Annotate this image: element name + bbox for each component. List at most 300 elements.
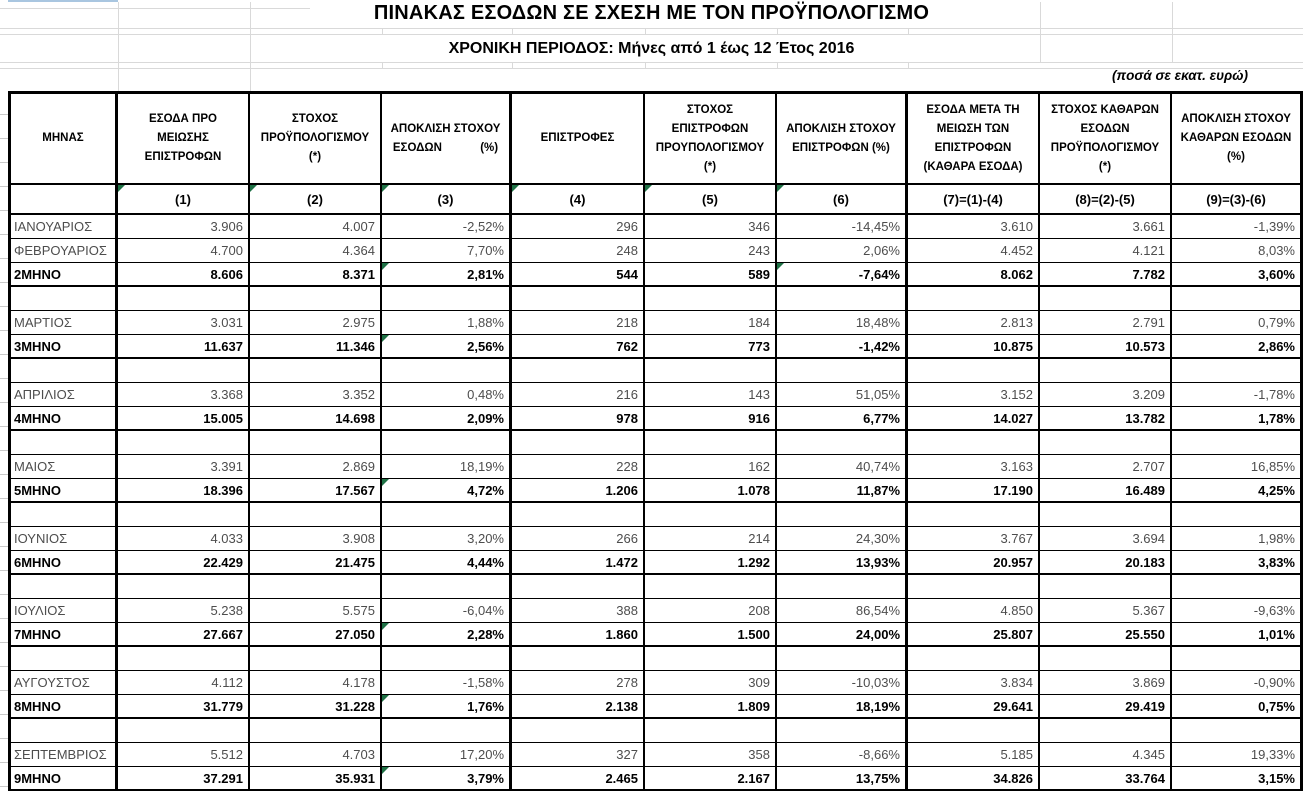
value-cell[interactable]: 2,86%: [1172, 335, 1300, 359]
value-cell[interactable]: 4.700: [118, 239, 250, 263]
month-label-cell[interactable]: ΦΕΒΡΟΥΑΡΙΟΣ: [11, 239, 118, 263]
value-cell[interactable]: 248: [512, 239, 645, 263]
cell-flag-icon: [382, 185, 389, 192]
value-cell[interactable]: 13,93%: [777, 551, 908, 575]
empty-cell[interactable]: [1172, 719, 1300, 743]
month-label-cell[interactable]: ΜΑΙΟΣ: [11, 455, 118, 479]
value-cell[interactable]: 3.031: [118, 311, 250, 335]
revenue-table: [8, 91, 1303, 791]
value-cell[interactable]: 2.465: [512, 767, 645, 791]
month-label-cell[interactable]: 8ΜΗΝΟ: [11, 695, 118, 719]
value-cell[interactable]: 3.152: [908, 383, 1040, 407]
gridline: [512, 28, 513, 34]
value-cell[interactable]: 51,05%: [777, 383, 908, 407]
value-cell[interactable]: 4.452: [908, 239, 1040, 263]
value-cell[interactable]: 2.975: [250, 311, 382, 335]
empty-cell[interactable]: [777, 287, 908, 311]
value-cell[interactable]: 25.807: [908, 623, 1040, 647]
empty-cell[interactable]: [512, 359, 645, 383]
month-label-cell[interactable]: ΙΑΝΟΥΑΡΙΟΣ: [11, 215, 118, 239]
empty-cell[interactable]: [645, 503, 777, 527]
empty-cell[interactable]: [382, 503, 512, 527]
sum-row: [11, 623, 1300, 647]
value-cell[interactable]: 978: [512, 407, 645, 431]
empty-cell[interactable]: [118, 359, 250, 383]
value-cell[interactable]: -1,42%: [777, 335, 908, 359]
value-cell[interactable]: 2.138: [512, 695, 645, 719]
value-cell[interactable]: 22.429: [118, 551, 250, 575]
value-cell[interactable]: 358: [645, 743, 777, 767]
value-cell[interactable]: 0,48%: [382, 383, 512, 407]
value-cell[interactable]: 762: [512, 335, 645, 359]
sum-row: [11, 407, 1300, 431]
value-cell[interactable]: 3.834: [908, 671, 1040, 695]
empty-cell[interactable]: [118, 575, 250, 599]
value-cell[interactable]: 27.050: [250, 623, 382, 647]
value-cell[interactable]: 4,44%: [382, 551, 512, 575]
sum-row: [11, 263, 1300, 287]
empty-cell[interactable]: [11, 575, 118, 599]
value-cell[interactable]: 3,60%: [1172, 263, 1300, 287]
value-cell[interactable]: 8,03%: [1172, 239, 1300, 263]
value-cell[interactable]: 18,19%: [777, 695, 908, 719]
month-label-cell[interactable]: 6ΜΗΝΟ: [11, 551, 118, 575]
cell-flag-icon: [382, 263, 389, 270]
value-cell[interactable]: 5.238: [118, 599, 250, 623]
empty-cell[interactable]: [1040, 575, 1172, 599]
empty-cell[interactable]: [908, 575, 1040, 599]
value-cell[interactable]: -9,63%: [1172, 599, 1300, 623]
empty-cell[interactable]: [1040, 647, 1172, 671]
empty-cell[interactable]: [250, 719, 382, 743]
month-label-cell[interactable]: 2ΜΗΝΟ: [11, 263, 118, 287]
value-cell[interactable]: 3,15%: [1172, 767, 1300, 791]
empty-row: [11, 431, 1300, 455]
gridline: [645, 62, 646, 68]
cell-flag-icon: [382, 623, 389, 630]
value-cell[interactable]: 4.112: [118, 671, 250, 695]
empty-cell[interactable]: [1172, 647, 1300, 671]
value-cell[interactable]: 13.782: [1040, 407, 1172, 431]
value-cell[interactable]: 296: [512, 215, 645, 239]
value-cell[interactable]: -8,66%: [777, 743, 908, 767]
value-cell[interactable]: 1,78%: [1172, 407, 1300, 431]
empty-cell[interactable]: [777, 575, 908, 599]
gridline: [645, 28, 646, 34]
empty-cell[interactable]: [777, 503, 908, 527]
cell-flag-icon: [382, 479, 389, 486]
empty-row: [11, 647, 1300, 671]
cell-flag-icon: [777, 263, 784, 270]
value-cell[interactable]: 31.228: [250, 695, 382, 719]
value-cell[interactable]: 24,30%: [777, 527, 908, 551]
formula-cell[interactable]: (7)=(1)-(4): [908, 185, 1040, 215]
formula-cell[interactable]: (4): [512, 185, 645, 215]
formula-cell-blank[interactable]: [11, 185, 118, 215]
cell-flag-icon: [382, 695, 389, 702]
empty-cell[interactable]: [382, 575, 512, 599]
empty-cell[interactable]: [250, 575, 382, 599]
value-cell[interactable]: 2,56%: [382, 335, 512, 359]
empty-cell[interactable]: [777, 719, 908, 743]
empty-cell[interactable]: [1040, 503, 1172, 527]
value-cell[interactable]: -7,64%: [777, 263, 908, 287]
col-header-month[interactable]: ΜΗΝΑΣ: [11, 94, 118, 185]
value-cell[interactable]: 162: [645, 455, 777, 479]
value-cell[interactable]: 1,76%: [382, 695, 512, 719]
empty-cell[interactable]: [908, 503, 1040, 527]
value-cell[interactable]: 1.809: [645, 695, 777, 719]
value-cell[interactable]: 29.641: [908, 695, 1040, 719]
value-cell[interactable]: 327: [512, 743, 645, 767]
value-cell[interactable]: -0,90%: [1172, 671, 1300, 695]
formula-cell[interactable]: (8)=(2)-(5): [1040, 185, 1172, 215]
col-header[interactable]: ΣΤΟΧΟΣ ΚΑΘΑΡΩΝ ΕΣΟΔΩΝ ΠΡΟΫΠΟΛΟΓΙΣΜΟΥ (*): [1040, 94, 1172, 185]
value-cell[interactable]: 27.667: [118, 623, 250, 647]
value-cell[interactable]: 8.606: [118, 263, 250, 287]
empty-cell[interactable]: [645, 287, 777, 311]
month-label-cell[interactable]: ΑΥΓΟΥΣΤΟΣ: [11, 671, 118, 695]
empty-row: [11, 575, 1300, 599]
value-cell[interactable]: -1,39%: [1172, 215, 1300, 239]
value-cell[interactable]: 14.698: [250, 407, 382, 431]
value-cell[interactable]: 3.391: [118, 455, 250, 479]
empty-cell[interactable]: [512, 431, 645, 455]
value-cell[interactable]: 8.371: [250, 263, 382, 287]
col-header[interactable]: ΕΣΟΔΑ ΠΡΟ ΜΕΙΩΣΗΣ ΕΠΙΣΤΡΟΦΩΝ: [118, 94, 250, 185]
empty-cell[interactable]: [382, 287, 512, 311]
month-label-cell[interactable]: ΜΑΡΤΙΟΣ: [11, 311, 118, 335]
value-cell[interactable]: 228: [512, 455, 645, 479]
value-cell[interactable]: 3.767: [908, 527, 1040, 551]
value-cell[interactable]: 7,70%: [382, 239, 512, 263]
value-cell[interactable]: 4.850: [908, 599, 1040, 623]
value-cell[interactable]: 4,72%: [382, 479, 512, 503]
month-row: [11, 239, 1300, 263]
value-cell[interactable]: 0,75%: [1172, 695, 1300, 719]
month-row: [11, 599, 1300, 623]
value-cell[interactable]: 2,09%: [382, 407, 512, 431]
empty-cell[interactable]: [645, 647, 777, 671]
value-cell[interactable]: 1.206: [512, 479, 645, 503]
value-cell[interactable]: 20.957: [908, 551, 1040, 575]
value-cell[interactable]: 3.906: [118, 215, 250, 239]
empty-cell[interactable]: [1040, 719, 1172, 743]
empty-cell[interactable]: [250, 287, 382, 311]
empty-cell[interactable]: [1040, 359, 1172, 383]
gridline: [0, 28, 1303, 29]
value-cell[interactable]: 86,54%: [777, 599, 908, 623]
value-cell[interactable]: 3.209: [1040, 383, 1172, 407]
empty-cell[interactable]: [908, 719, 1040, 743]
value-cell[interactable]: 4.121: [1040, 239, 1172, 263]
formula-cell[interactable]: (2): [250, 185, 382, 215]
value-cell[interactable]: 11,87%: [777, 479, 908, 503]
empty-cell[interactable]: [777, 431, 908, 455]
col-header[interactable]: ΑΠΟΚΛΙΣΗ ΣΤΟΧΟΥ ΕΣΟΔΩΝ (%): [382, 94, 512, 185]
empty-cell[interactable]: [777, 359, 908, 383]
value-cell[interactable]: 6,77%: [777, 407, 908, 431]
empty-cell[interactable]: [118, 287, 250, 311]
value-cell[interactable]: 1.078: [645, 479, 777, 503]
value-cell[interactable]: 3.610: [908, 215, 1040, 239]
gridline: [382, 62, 383, 68]
value-cell[interactable]: 388: [512, 599, 645, 623]
empty-cell[interactable]: [645, 359, 777, 383]
value-cell[interactable]: 3,79%: [382, 767, 512, 791]
empty-cell[interactable]: [1172, 431, 1300, 455]
month-label-cell[interactable]: ΣΕΠΤΕΜΒΡΙΟΣ: [11, 743, 118, 767]
empty-cell[interactable]: [1172, 287, 1300, 311]
empty-cell[interactable]: [908, 431, 1040, 455]
formula-cell[interactable]: (5): [645, 185, 777, 215]
formula-cell[interactable]: (9)=(3)-(6): [1172, 185, 1300, 215]
value-cell[interactable]: 208: [645, 599, 777, 623]
empty-cell[interactable]: [382, 359, 512, 383]
value-cell[interactable]: 13,75%: [777, 767, 908, 791]
value-cell[interactable]: 25.550: [1040, 623, 1172, 647]
value-cell[interactable]: 589: [645, 263, 777, 287]
empty-cell[interactable]: [512, 503, 645, 527]
empty-cell[interactable]: [11, 647, 118, 671]
col-header[interactable]: ΣΤΟΧΟΣ ΠΡΟΫΠΟΛΟΓΙΣΜΟΥ (*): [250, 94, 382, 185]
empty-cell[interactable]: [645, 431, 777, 455]
empty-cell[interactable]: [512, 719, 645, 743]
value-cell[interactable]: -1,58%: [382, 671, 512, 695]
value-cell[interactable]: 14.027: [908, 407, 1040, 431]
gridline: [0, 68, 1303, 69]
sum-row: [11, 767, 1300, 791]
value-cell[interactable]: 35.931: [250, 767, 382, 791]
value-cell[interactable]: 1,88%: [382, 311, 512, 335]
value-cell[interactable]: 40,74%: [777, 455, 908, 479]
value-cell[interactable]: -10,03%: [777, 671, 908, 695]
month-label-cell[interactable]: ΙΟΥΛΙΟΣ: [11, 599, 118, 623]
empty-cell[interactable]: [250, 431, 382, 455]
value-cell[interactable]: 4.364: [250, 239, 382, 263]
value-cell[interactable]: 2.869: [250, 455, 382, 479]
month-label-cell[interactable]: ΑΠΡΙΛΙΟΣ: [11, 383, 118, 407]
value-cell[interactable]: 544: [512, 263, 645, 287]
value-cell[interactable]: 2,28%: [382, 623, 512, 647]
value-cell[interactable]: 243: [645, 239, 777, 263]
value-cell[interactable]: 3.694: [1040, 527, 1172, 551]
value-cell[interactable]: 15.005: [118, 407, 250, 431]
cell-flag-icon: [512, 185, 519, 192]
value-cell[interactable]: 37.291: [118, 767, 250, 791]
cell-flag-icon: [382, 335, 389, 342]
value-cell[interactable]: 16,85%: [1172, 455, 1300, 479]
empty-cell[interactable]: [118, 503, 250, 527]
value-cell[interactable]: 33.764: [1040, 767, 1172, 791]
value-cell[interactable]: 346: [645, 215, 777, 239]
value-cell[interactable]: 218: [512, 311, 645, 335]
value-cell[interactable]: 916: [645, 407, 777, 431]
value-cell[interactable]: 143: [645, 383, 777, 407]
empty-cell[interactable]: [118, 647, 250, 671]
month-label-cell[interactable]: 7ΜΗΝΟ: [11, 623, 118, 647]
sum-row: [11, 551, 1300, 575]
value-cell[interactable]: 17,20%: [382, 743, 512, 767]
value-cell[interactable]: 3,20%: [382, 527, 512, 551]
empty-cell[interactable]: [908, 359, 1040, 383]
empty-cell[interactable]: [908, 647, 1040, 671]
value-cell[interactable]: 1.860: [512, 623, 645, 647]
sum-row: [11, 479, 1300, 503]
value-cell[interactable]: 18.396: [118, 479, 250, 503]
value-cell[interactable]: 214: [645, 527, 777, 551]
value-cell[interactable]: 3.869: [1040, 671, 1172, 695]
gridline: [777, 28, 778, 34]
value-cell[interactable]: 2,81%: [382, 263, 512, 287]
empty-cell[interactable]: [11, 359, 118, 383]
gridline: [0, 34, 1303, 35]
value-cell[interactable]: 184: [645, 311, 777, 335]
empty-cell[interactable]: [512, 575, 645, 599]
empty-cell[interactable]: [1172, 359, 1300, 383]
empty-cell[interactable]: [512, 647, 645, 671]
cell-flag-icon: [645, 185, 652, 192]
value-cell[interactable]: 5.185: [908, 743, 1040, 767]
value-cell[interactable]: 11.346: [250, 335, 382, 359]
value-cell[interactable]: 4.178: [250, 671, 382, 695]
value-cell[interactable]: 4,25%: [1172, 479, 1300, 503]
value-cell[interactable]: 0,79%: [1172, 311, 1300, 335]
value-cell[interactable]: 1,01%: [1172, 623, 1300, 647]
period-subtitle: ΧΡΟΝΙΚΗ ΠΕΡΙΟΔΟΣ: Μήνες από 1 έως 12 Έτος 2016: [448, 40, 855, 57]
value-cell[interactable]: 773: [645, 335, 777, 359]
empty-row: [11, 503, 1300, 527]
empty-cell[interactable]: [1172, 575, 1300, 599]
value-cell[interactable]: 31.779: [118, 695, 250, 719]
month-label-cell[interactable]: 5ΜΗΝΟ: [11, 479, 118, 503]
cell-flag-icon: [777, 185, 784, 192]
value-cell[interactable]: 19,33%: [1172, 743, 1300, 767]
value-cell[interactable]: 3.368: [118, 383, 250, 407]
value-cell[interactable]: 7.782: [1040, 263, 1172, 287]
empty-cell[interactable]: [118, 431, 250, 455]
value-cell[interactable]: 216: [512, 383, 645, 407]
value-cell[interactable]: 21.475: [250, 551, 382, 575]
value-cell[interactable]: 2.707: [1040, 455, 1172, 479]
value-cell[interactable]: 2.791: [1040, 311, 1172, 335]
empty-cell[interactable]: [645, 719, 777, 743]
value-cell[interactable]: 3.163: [908, 455, 1040, 479]
value-cell[interactable]: 5.367: [1040, 599, 1172, 623]
month-label-cell[interactable]: 4ΜΗΝΟ: [11, 407, 118, 431]
value-cell[interactable]: 1.292: [645, 551, 777, 575]
value-cell[interactable]: 10.573: [1040, 335, 1172, 359]
value-cell[interactable]: 3,83%: [1172, 551, 1300, 575]
month-label-cell[interactable]: 9ΜΗΝΟ: [11, 767, 118, 791]
value-cell[interactable]: -1,78%: [1172, 383, 1300, 407]
formula-cell[interactable]: (1): [118, 185, 250, 215]
value-cell[interactable]: 34.826: [908, 767, 1040, 791]
empty-cell[interactable]: [11, 287, 118, 311]
month-row: [11, 215, 1300, 239]
value-cell[interactable]: 16.489: [1040, 479, 1172, 503]
empty-cell[interactable]: [382, 647, 512, 671]
empty-cell[interactable]: [11, 503, 118, 527]
value-cell[interactable]: 4.703: [250, 743, 382, 767]
empty-cell[interactable]: [382, 719, 512, 743]
empty-cell[interactable]: [1040, 431, 1172, 455]
empty-cell[interactable]: [512, 287, 645, 311]
empty-cell[interactable]: [777, 647, 908, 671]
value-cell[interactable]: -6,04%: [382, 599, 512, 623]
col-header[interactable]: ΑΠΟΚΛΙΣΗ ΣΤΟΧΟΥ ΕΠΙΣΤΡΟΦΩΝ (%): [777, 94, 908, 185]
value-cell[interactable]: 18,19%: [382, 455, 512, 479]
value-cell[interactable]: 309: [645, 671, 777, 695]
gridline: [908, 28, 909, 34]
empty-cell[interactable]: [645, 575, 777, 599]
empty-cell[interactable]: [1172, 503, 1300, 527]
value-cell[interactable]: 1,98%: [1172, 527, 1300, 551]
value-cell[interactable]: 8.062: [908, 263, 1040, 287]
value-cell[interactable]: 4.033: [118, 527, 250, 551]
value-cell[interactable]: 18,48%: [777, 311, 908, 335]
value-cell[interactable]: 2.813: [908, 311, 1040, 335]
month-row: [11, 311, 1300, 335]
formula-cell[interactable]: (6): [777, 185, 908, 215]
value-cell[interactable]: 3.661: [1040, 215, 1172, 239]
value-cell[interactable]: 4.007: [250, 215, 382, 239]
value-cell[interactable]: -14,45%: [777, 215, 908, 239]
empty-cell[interactable]: [250, 647, 382, 671]
value-cell[interactable]: 10.875: [908, 335, 1040, 359]
value-cell[interactable]: 29.419: [1040, 695, 1172, 719]
value-cell[interactable]: 3.908: [250, 527, 382, 551]
empty-cell[interactable]: [908, 287, 1040, 311]
month-row: [11, 527, 1300, 551]
month-label-cell[interactable]: 3ΜΗΝΟ: [11, 335, 118, 359]
cell-flag-icon: [250, 185, 257, 192]
value-cell[interactable]: 17.190: [908, 479, 1040, 503]
value-cell[interactable]: 20.183: [1040, 551, 1172, 575]
sheet-edge-strip: [0, 91, 8, 791]
value-cell[interactable]: 1.472: [512, 551, 645, 575]
col-header[interactable]: ΣΤΟΧΟΣ ΕΠΙΣΤΡΟΦΩΝ ΠΡΟΥΠΟΛΟΓΙΣΜΟΥ (*): [645, 94, 777, 185]
value-cell[interactable]: 266: [512, 527, 645, 551]
value-cell[interactable]: -2,52%: [382, 215, 512, 239]
cell-flag-icon: [118, 185, 125, 192]
value-cell[interactable]: 17.567: [250, 479, 382, 503]
value-cell[interactable]: 11.637: [118, 335, 250, 359]
empty-cell[interactable]: [118, 719, 250, 743]
value-cell[interactable]: 5.575: [250, 599, 382, 623]
empty-cell[interactable]: [11, 719, 118, 743]
value-cell[interactable]: 278: [512, 671, 645, 695]
value-cell[interactable]: 3.352: [250, 383, 382, 407]
empty-cell[interactable]: [1040, 287, 1172, 311]
value-cell[interactable]: 2.167: [645, 767, 777, 791]
col-header[interactable]: ΕΠΙΣΤΡΟΦΕΣ: [512, 94, 645, 185]
col-header[interactable]: ΕΣΟΔΑ ΜΕΤΑ ΤΗ ΜΕΙΩΣΗ ΤΩΝ ΕΠΙΣΤΡΟΦΩΝ (ΚΑΘΑΡΑ ΕΣΟΔΑ): [908, 94, 1040, 185]
month-label-cell[interactable]: ΙΟΥΝΙΟΣ: [11, 527, 118, 551]
value-cell[interactable]: 24,00%: [777, 623, 908, 647]
formula-cell[interactable]: (3): [382, 185, 512, 215]
page-title: ΠΙΝΑΚΑΣ ΕΣΟΔΩΝ ΣΕ ΣΧΕΣΗ ΜΕ ΤΟΝ ΠΡΟΫΠΟΛΟΓΙΣΜΟ: [373, 2, 930, 24]
empty-cell[interactable]: [382, 431, 512, 455]
value-cell[interactable]: 1.500: [645, 623, 777, 647]
value-cell[interactable]: 2,06%: [777, 239, 908, 263]
value-cell[interactable]: 4.345: [1040, 743, 1172, 767]
empty-cell[interactable]: [250, 503, 382, 527]
value-cell[interactable]: 5.512: [118, 743, 250, 767]
col-header[interactable]: ΑΠΟΚΛΙΣΗ ΣΤΟΧΟΥ ΚΑΘΑΡΩΝ ΕΣΟΔΩΝ (%): [1172, 94, 1300, 185]
empty-cell[interactable]: [250, 359, 382, 383]
empty-cell[interactable]: [11, 431, 118, 455]
